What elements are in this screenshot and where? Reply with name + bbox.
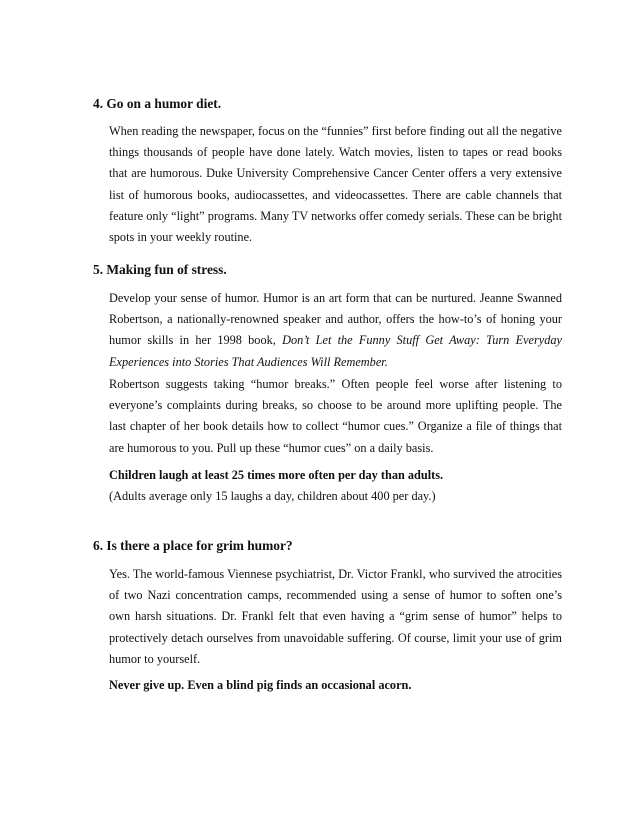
section-5-heading: 5. Making fun of stress. [93,262,227,277]
section-6-paragraph: Yes. The world-famous Viennese psychiatrist, Dr. Victor Frankl, who survived the atrocities of two Nazi concentration camps, recommended using a sense of humor to soften one’s own harsh situations. Dr. Frankl felt that even having a “grim sense of humor” helps to protectively detach ourselves from unavoidable suffering. Of course, limit your use of grim humor to yourself. [109,567,562,666]
children-laugh-fact: Children laugh at least 25 times more often per day than adults. [109,468,444,482]
section-5-paragraph-1-text: Develop your sense of humor. Humor is an art form that can be nurtured. Jeanne Swanned Robertson, a nationally-renowned speaker and author, offers the how-to’s of honing your humor skills in her 1998 book, [109,291,562,348]
section-4-paragraph: When reading the newspaper, focus on the “funnies” first before finding out all the negative things thousands of people have done lately. Watch movies, listen to tapes or read books that are humorous. Duke University Comprehensive Cancer Center offers a very extensive list of humorous books, audiocassettes, and videocassettes. There are cable channels that feature only “light” programs. Many TV networks offer comedy serials. These can be bright spots in your weekly routine. [109,124,562,245]
section-5-paragraph-2: Robertson suggests taking “humor breaks.” Often people feel worse after listening to everyone’s complaints during breaks, so choose to be around more uplifting people. The last chapter of her book details how to collect “humor cues.” Organize a file of things that are humorous to you. Pull up these “humor cues” on a daily basis. [109,377,562,455]
children-laugh-note: (Adults average only 15 laughs a day, children about 400 per day.) [109,489,436,503]
section-4-heading: 4. Go on a humor diet. [93,96,222,111]
closing-line: Never give up. Even a blind pig finds an occasional acorn. [109,678,412,692]
section-6-heading: 6. Is there a place for grim humor? [93,538,293,553]
section-5-paragraph-1 [109,288,562,373]
book-title: Don’t Let the Funny Stuff Get Away: Turn Everyday Experiences into Stories That Audiences Will Remember. [109,333,562,369]
